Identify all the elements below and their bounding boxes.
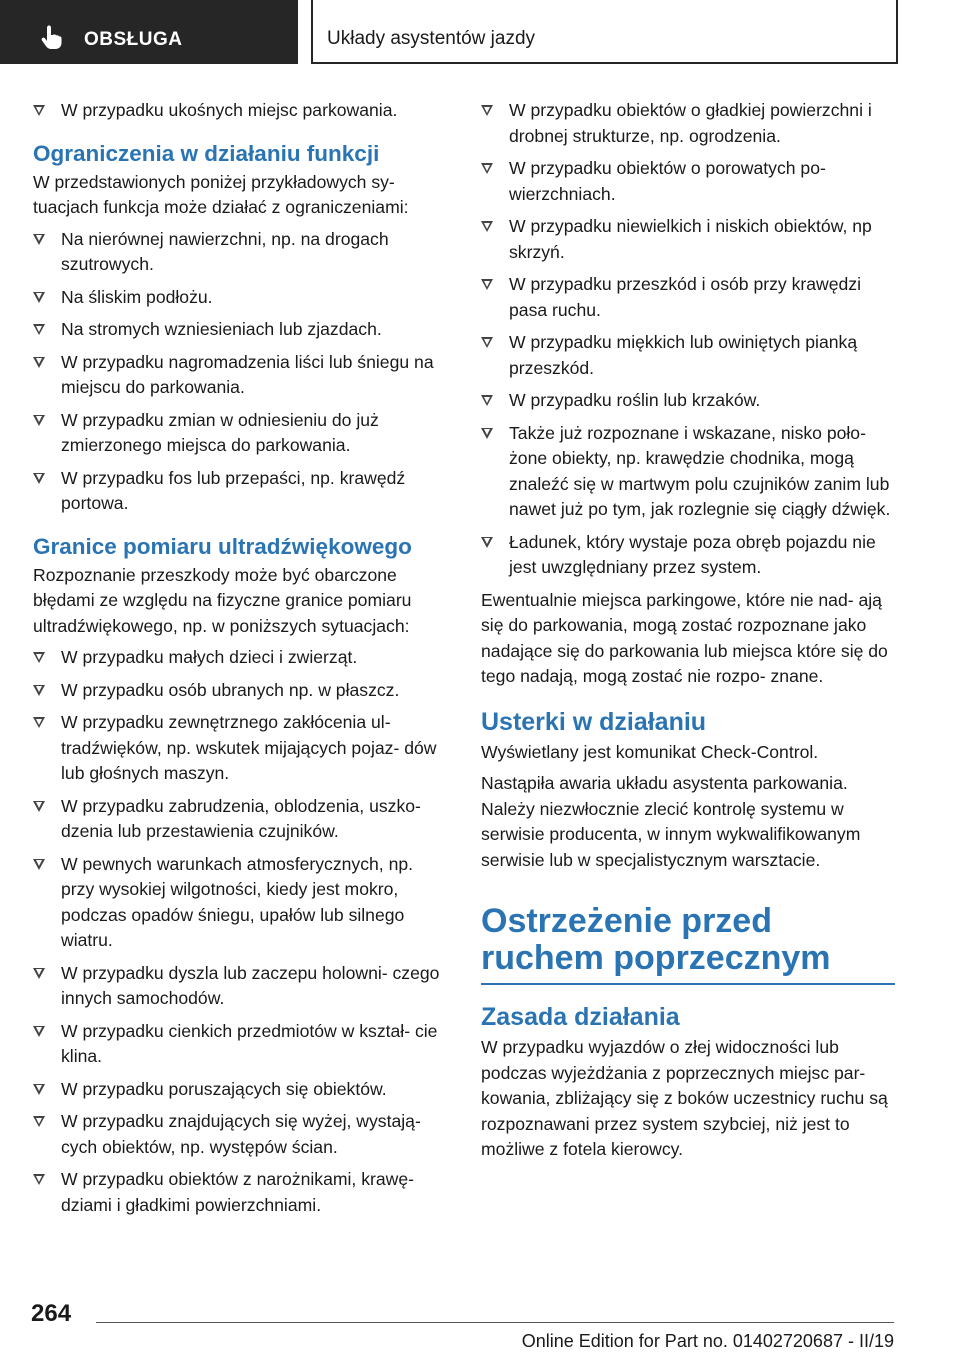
list-item: W przypadku przeszkód i osób przy krawędzi pasa ruchu. <box>481 272 895 323</box>
triangle-bullet-icon <box>33 652 45 663</box>
list-item: W przypadku poruszających się obiektów. <box>33 1077 447 1103</box>
paragraph: Wyświetlany jest komunikat Check-Control. <box>481 741 819 762</box>
list-item: Także już rozpoznane i wskazane, nisko poło- żone obiekty, np. krawędzie chodnika, mogą znaleźć się w martwym polu czujników zanim lub nawet już po tym, jak rozlegnie się ciągły dźwięk. <box>481 421 895 523</box>
triangle-bullet-icon <box>33 473 45 484</box>
triangle-bullet-icon <box>481 105 493 116</box>
list-item: W przypadku zabrudzenia, oblodzenia, uszko- dzenia lub przestawienia czujników. <box>33 794 447 845</box>
list-item: W przypadku nagromadzenia liści lub śniegu na miejscu do parkowania. <box>33 350 447 401</box>
heading-cross-traffic: Ostrzeżenie przed ruchem poprzecznym <box>481 903 895 985</box>
triangle-bullet-icon <box>33 324 45 335</box>
list-item: Na śliskim podłożu. <box>33 285 447 311</box>
list-item: W przypadku obiektów o gładkiej powierzchni i drobnej strukturze, np. ogrodzenia. <box>481 98 895 149</box>
list-item: W pewnych warunkach atmosferycznych, np. przy wysokiej wilgotności, kiedy jest mokro, podczas opadów śniegu, upałów lub silnego wiatru. <box>33 852 447 954</box>
triangle-bullet-icon <box>481 428 493 439</box>
section-tab-label: OBSŁUGA <box>84 29 183 50</box>
right-column <box>481 98 895 1169</box>
triangle-bullet-icon <box>33 1026 45 1037</box>
triangle-bullet-icon <box>481 395 493 406</box>
list-item: W przypadku osób ubranych np. w płaszcz. <box>33 678 447 704</box>
triangle-bullet-icon <box>481 537 493 548</box>
triangle-bullet-icon <box>33 415 45 426</box>
list-item: W przypadku miękkich lub owiniętych pianką przeszkód. <box>481 330 895 381</box>
list-item: W przypadku fos lub przepaści, np. krawędź portowa. <box>33 466 447 517</box>
paragraph: Rozpoznanie przeszkody może być obarczone błędami ze względu na fizyczne granice pomiaru ultradźwiękowego, np. w poniższych sytuacjach: <box>33 564 412 636</box>
triangle-bullet-icon <box>33 105 45 116</box>
list-item: Ładunek, który wystaje poza obręb pojazdu nie jest uwzględniany przez system. <box>481 530 895 581</box>
triangle-bullet-icon <box>33 357 45 368</box>
edition-note: Online Edition for Part no. 01402720687 - II/19 <box>521 1331 894 1351</box>
triangle-bullet-icon <box>33 859 45 870</box>
triangle-bullet-icon <box>33 685 45 696</box>
triangle-bullet-icon <box>481 221 493 232</box>
triangle-bullet-icon <box>33 717 45 728</box>
paragraph: Nastąpiła awaria układu asystenta parkowania. Należy niezwłocznie zlecić kontrolę systemu w serwisie producenta, w innym wykwalifikowanym serwisie lub w specjalistycznym warsztacie. <box>481 773 861 870</box>
chapter-title: Układy asystentów jazdy <box>327 28 536 49</box>
list-item: W przypadku znajdujących się wyżej, wystają- cych obiektów, np. występów ścian. <box>33 1109 447 1160</box>
section-tab <box>0 0 298 64</box>
list-item: W przypadku zmian w odniesieniu do już zmierzonego miejsca do parkowania. <box>33 408 447 459</box>
list-item: W przypadku małych dzieci i zwierząt. <box>33 645 447 671</box>
triangle-bullet-icon <box>33 968 45 979</box>
list-item: Na nierównej nawierzchni, np. na drogach szutrowych. <box>33 227 447 278</box>
footer-divider <box>96 1322 894 1323</box>
paragraph: Ewentualnie miejsca parkingowe, które nie nad- ają się do parkowania, mogą zostać rozpoznane jako nadające się do parkowania lub miejsca które się do tego nadają, mogą zostać nie rozpo- znane. <box>481 589 888 686</box>
triangle-bullet-icon <box>33 801 45 812</box>
triangle-bullet-icon <box>481 163 493 174</box>
list-item: W przypadku obiektów z narożnikami, krawę- dziami i gładkimi powierzchniami. <box>33 1167 447 1218</box>
list-item: W przypadku cienkich przedmiotów w kształ- cie klina. <box>33 1019 447 1070</box>
triangle-bullet-icon <box>33 1174 45 1185</box>
triangle-bullet-icon <box>481 279 493 290</box>
triangle-bullet-icon <box>33 234 45 245</box>
page-number: 264 <box>31 1300 72 1327</box>
triangle-bullet-icon <box>481 337 493 348</box>
list-item: W przypadku dyszla lub zaczepu holowni- czego innych samochodów. <box>33 961 447 1012</box>
list-item: Na stromych wzniesieniach lub zjazdach. <box>33 317 447 343</box>
triangle-bullet-icon <box>33 1116 45 1127</box>
list-item: W przypadku roślin lub krzaków. <box>481 388 895 414</box>
paragraph: W przypadku wyjazdów o złej widoczności lub podczas wyjeżdżania z poprzecznych miejsc par- kowania, zbliżający się z boków uczestnicy ruchu są rozpoznawani przez system szybciej, niż jest to możliwe z fotela kierowcy. <box>481 1037 888 1159</box>
list-item: W przypadku obiektów o porowatych po- wierzchniach. <box>481 156 895 207</box>
paragraph: W przedstawionych poniżej przykładowych sy- tuacjach funkcja może działać z ograniczeniami: <box>33 171 409 217</box>
hand-pointer-icon <box>40 24 64 50</box>
list-item: W przypadku niewielkich i niskich obiektów, np skrzyń. <box>481 214 895 265</box>
heading-ultrasound: Granice pomiaru ultradźwiękowego <box>33 533 412 559</box>
heading-faults: Usterki w działaniu <box>481 707 707 736</box>
heading-limits: Ograniczenia w działaniu funkcji <box>33 140 380 166</box>
chapter-title-box <box>311 0 898 64</box>
list-item: W przypadku ukośnych miejsc parkowania. <box>33 98 447 124</box>
heading-principle: Zasada działania <box>481 1003 680 1031</box>
triangle-bullet-icon <box>33 292 45 303</box>
left-column <box>33 98 447 1225</box>
page-header <box>0 0 960 66</box>
triangle-bullet-icon <box>33 1084 45 1095</box>
list-item: W przypadku zewnętrznego zakłócenia ul- tradźwięków, np. wskutek mijających pojaz- dów lub głośnych maszyn. <box>33 710 447 787</box>
